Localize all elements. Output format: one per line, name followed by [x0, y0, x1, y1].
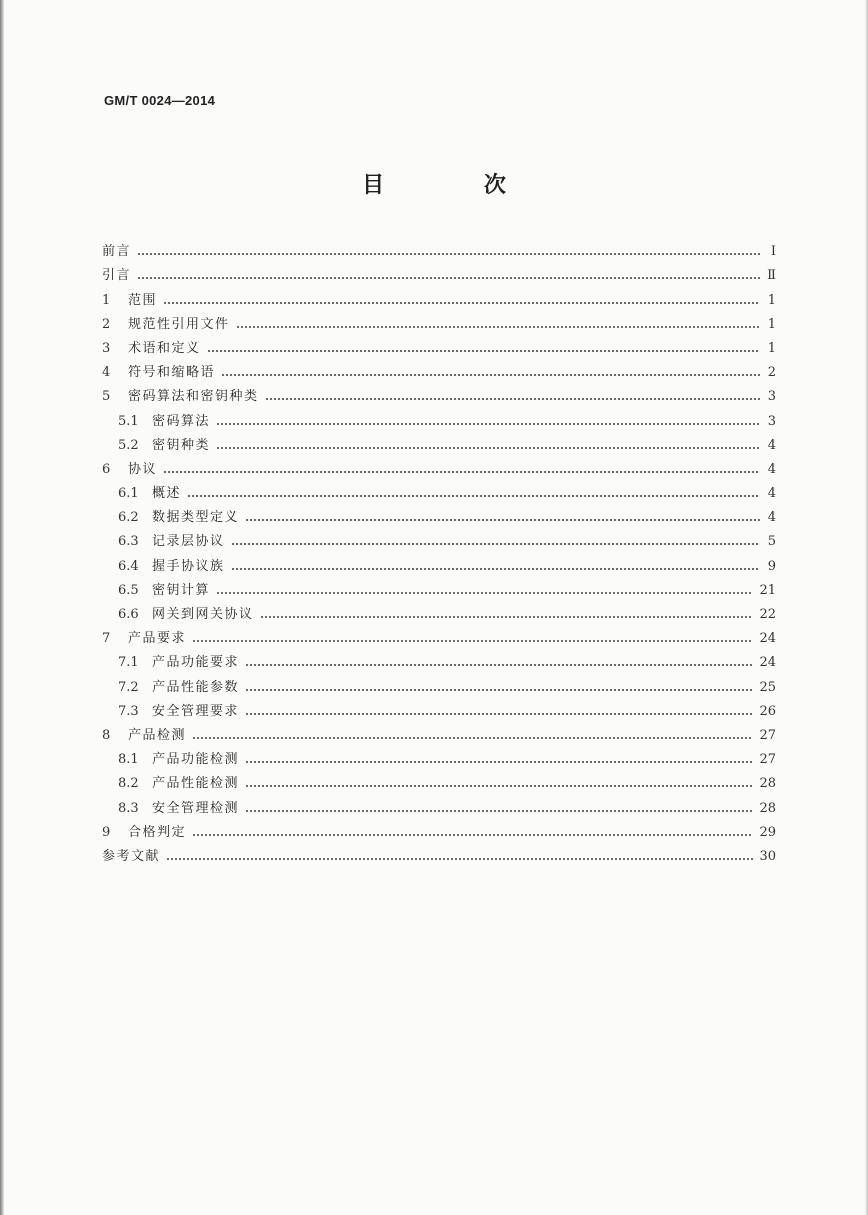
toc-entry-page-number: 9 [767, 558, 776, 574]
toc-entry-number: 7.3 [118, 703, 139, 719]
toc-title: 目 次 [362, 173, 552, 198]
toc-entry-title: 产品功能检测 [152, 752, 240, 768]
toc-entry[interactable] [102, 792, 776, 816]
dot-leader [245, 517, 760, 523]
toc-entry[interactable] [102, 454, 776, 478]
toc-entry-title: 产品性能参数 [152, 679, 240, 695]
dot-leader [236, 324, 760, 330]
toc-entry[interactable] [102, 550, 776, 574]
toc-entry-title: 记录层协议 [152, 534, 225, 550]
dot-leader [245, 711, 753, 717]
toc-entry-title: 产品功能要求 [152, 655, 240, 671]
toc-entry-number: 6.1 [118, 486, 139, 502]
toc-entry[interactable] [102, 671, 776, 695]
toc-entry-page-number: 25 [759, 679, 776, 695]
toc-entry-title: 产品要求 [128, 631, 187, 647]
dot-leader [192, 735, 753, 741]
dot-leader [207, 348, 760, 354]
toc-entry-number: 7 [102, 631, 111, 647]
toc-entry-number: 9 [102, 824, 111, 840]
dot-leader [163, 300, 760, 306]
toc-entry-title: 参考文献 [102, 848, 161, 864]
toc-entry-page-number: 24 [759, 655, 776, 671]
toc-entry-page-number: 26 [759, 703, 776, 719]
dot-leader [245, 759, 753, 765]
toc-entry[interactable] [102, 405, 776, 429]
toc-entry-page-number: 1 [767, 340, 776, 356]
toc-entry-page-number: 5 [767, 534, 776, 550]
toc-entry-number: 1 [102, 292, 111, 308]
toc-entry-number: 4 [102, 365, 111, 381]
dot-leader [216, 590, 753, 596]
toc-entry-number: 6.5 [118, 582, 139, 598]
dot-leader [265, 396, 760, 402]
toc-entry-number: 6.2 [118, 510, 139, 526]
toc-entry[interactable] [102, 744, 776, 768]
dot-leader [137, 251, 760, 257]
toc-entry-page-number: 22 [759, 607, 776, 622]
toc-entry-title: 密码算法和密钥种类 [128, 389, 259, 405]
toc-entry-page-number: 24 [759, 631, 776, 647]
toc-entry-number: 8.3 [118, 800, 139, 816]
toc-entry-page-number: Ⅰ [770, 244, 776, 260]
dot-leader [221, 372, 760, 378]
toc-entry-number: 5.2 [118, 437, 139, 453]
toc-entry-number: 3 [102, 340, 111, 356]
toc-entry-page-number: 3 [767, 413, 776, 429]
toc-entry-number: 6.4 [118, 558, 139, 574]
toc-entry[interactable] [102, 381, 776, 405]
toc-entry-number: 2 [102, 316, 111, 332]
table-of-contents [102, 236, 776, 865]
toc-entry-number: 5 [102, 389, 111, 405]
toc-entry[interactable] [102, 284, 776, 308]
toc-entry[interactable] [102, 333, 776, 357]
toc-entry-page-number: 4 [767, 510, 776, 526]
toc-entry[interactable] [102, 478, 776, 502]
toc-entry-page-number: 21 [759, 582, 776, 598]
toc-entry-page-number: 27 [759, 727, 776, 743]
toc-entry-title: 数据类型定义 [152, 510, 240, 526]
toc-entry[interactable] [102, 647, 776, 671]
toc-entry-title: 符号和缩略语 [128, 365, 216, 381]
toc-entry-page-number: 4 [767, 461, 776, 477]
toc-entry-title: 产品性能检测 [152, 776, 240, 792]
dot-leader [245, 808, 753, 814]
toc-entry-page-number: 4 [767, 486, 776, 502]
toc-entry[interactable] [102, 696, 776, 720]
toc-entry-title: 握手协议族 [152, 558, 225, 574]
toc-entry[interactable] [102, 309, 776, 333]
toc-entry-page-number: 28 [759, 776, 776, 792]
dot-leader [216, 445, 760, 451]
toc-entry-page-number: 30 [759, 848, 776, 864]
toc-entry-page-number: Ⅱ [767, 268, 776, 284]
toc-entry-number: 8 [102, 727, 111, 743]
toc-entry[interactable] [102, 599, 776, 623]
toc-entry-number: 5.1 [118, 413, 139, 429]
toc-entry-title: 概述 [152, 486, 182, 502]
toc-entry[interactable] [102, 357, 776, 381]
dot-leader [137, 275, 760, 281]
dot-leader [192, 638, 753, 644]
toc-entry-title: 协议 [128, 461, 158, 477]
toc-entry-page-number: 2 [767, 365, 776, 381]
toc-entry-number: 6.6 [118, 607, 139, 622]
dot-leader [187, 493, 760, 499]
dot-leader [216, 421, 760, 427]
dot-leader [231, 541, 760, 547]
toc-entry[interactable] [102, 841, 776, 865]
toc-entry-title: 前言 [102, 244, 132, 260]
toc-entry-number: 7.2 [118, 679, 139, 695]
toc-entry-title: 安全管理检测 [152, 800, 240, 816]
toc-entry[interactable] [102, 720, 776, 744]
toc-entry-title: 密码算法 [152, 413, 211, 429]
toc-entry-title: 合格判定 [128, 824, 187, 840]
toc-entry-title: 规范性引用文件 [128, 316, 230, 332]
toc-entry[interactable] [102, 768, 776, 792]
toc-entry[interactable] [102, 502, 776, 526]
toc-entry[interactable] [102, 817, 776, 841]
toc-entry-page-number: 1 [767, 316, 776, 332]
toc-entry[interactable] [102, 236, 776, 260]
dot-leader [163, 469, 760, 475]
dot-leader [245, 662, 753, 668]
toc-entry[interactable] [102, 430, 776, 454]
toc-entry[interactable] [102, 526, 776, 550]
toc-entry-page-number: 3 [767, 389, 776, 405]
toc-entry[interactable] [102, 623, 776, 647]
dot-leader [192, 832, 753, 838]
toc-entry-number: 6 [102, 461, 111, 477]
toc-entry-title: 范围 [128, 292, 158, 308]
toc-entry[interactable] [102, 575, 776, 599]
toc-entry-number: 8.1 [118, 752, 139, 768]
dot-leader [245, 783, 753, 789]
toc-entry-title: 引言 [102, 268, 132, 284]
toc-entry-page-number: 28 [759, 800, 776, 816]
dot-leader [166, 856, 753, 862]
toc-entry[interactable] [102, 260, 776, 284]
toc-entry-number: 7.1 [118, 655, 139, 671]
toc-entry-title: 安全管理要求 [152, 703, 240, 719]
toc-entry-number: 6.3 [118, 534, 139, 550]
dot-leader [245, 687, 753, 693]
toc-entry-number: 8.2 [118, 776, 139, 792]
toc-entry-title: 网关到网关协议 [152, 607, 254, 622]
toc-entry-page-number: 4 [767, 437, 776, 453]
toc-entry-title: 密钥计算 [152, 582, 211, 598]
toc-entry-title: 术语和定义 [128, 340, 201, 356]
toc-entry-page-number: 27 [759, 752, 776, 768]
toc-entry-page-number: 1 [767, 292, 776, 308]
toc-entry-title: 密钥种类 [152, 437, 211, 453]
dot-leader [231, 566, 760, 572]
toc-entry-title: 产品检测 [128, 727, 187, 743]
dot-leader [260, 614, 754, 620]
toc-entry-page-number: 29 [759, 824, 776, 840]
standard-code: GM/T 0024—2014 [104, 93, 216, 108]
